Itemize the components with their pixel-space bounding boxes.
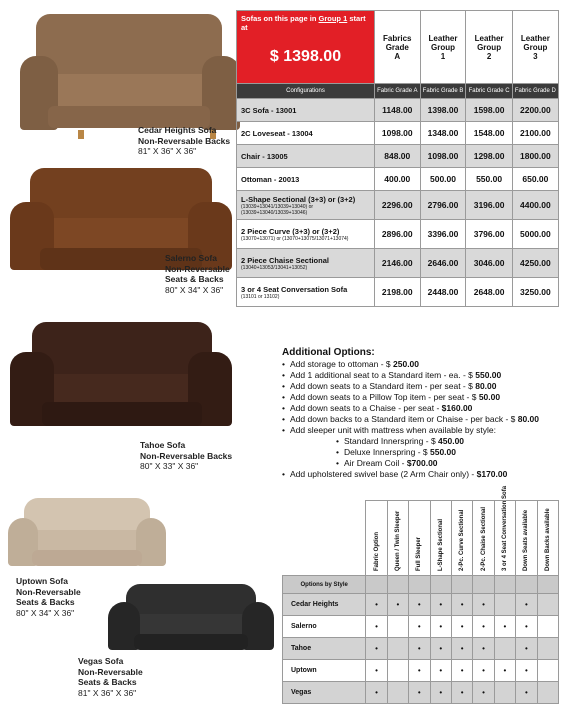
- sofa-name: Salerno Sofa: [165, 253, 217, 263]
- available-dot-icon: •: [524, 666, 528, 675]
- availability-cell: [516, 594, 537, 616]
- table-row: [283, 682, 559, 704]
- available-dot-icon: •: [375, 688, 378, 697]
- availability-cell: [430, 660, 451, 682]
- available-dot-icon: •: [375, 644, 378, 653]
- bullet-icon: •: [282, 359, 285, 369]
- grade-line: Group: [477, 42, 502, 52]
- starting-price: $ 1398.00: [269, 48, 342, 65]
- availability-cell: [409, 682, 430, 704]
- config-label: Chair - 13005: [241, 151, 288, 161]
- table-row: [283, 594, 559, 616]
- grade-line: Group: [523, 42, 548, 52]
- sofa-note: Non-Reversable: [78, 666, 143, 677]
- available-dot-icon: •: [375, 600, 378, 609]
- option-price: $170.00: [476, 469, 508, 479]
- option-text: Add upholstered swivel base (2 Arm Chair only) -: [290, 469, 477, 479]
- config-detail: (13039+13041/13039+13040) or (13039+13040/13039+13046): [241, 203, 314, 216]
- configurations-header: Configurations: [237, 84, 375, 99]
- available-dot-icon: •: [439, 622, 443, 631]
- table-row: [237, 99, 559, 122]
- availability-cell: [409, 638, 430, 660]
- price-cell: 2100.00: [512, 122, 558, 145]
- fabric-grade-header: Fabric Grade C: [466, 84, 512, 99]
- config-label: 3 or 4 Seat Conversation Sofa: [241, 284, 348, 294]
- option-text: Standard Innerspring - $: [344, 436, 439, 446]
- availability-cell: [473, 682, 494, 704]
- bullet-icon: •: [282, 381, 285, 391]
- availability-cell: [494, 638, 515, 660]
- config-name: [237, 278, 375, 307]
- sofa-image-tahoe: [10, 322, 232, 434]
- option-text: Add down seats to a Chaise - per seat -: [290, 403, 442, 413]
- style-name: Uptown: [283, 660, 366, 682]
- price-table: [236, 10, 559, 307]
- available-dot-icon: •: [482, 600, 485, 609]
- price-cell: 2198.00: [375, 278, 421, 307]
- config-label: 2 Piece Curve (3+3) or (3+2): [241, 226, 340, 236]
- availability-cell: [473, 616, 494, 638]
- bullet-icon: •: [282, 392, 285, 402]
- available-dot-icon: •: [439, 600, 443, 609]
- note-group: Group 1: [318, 14, 348, 23]
- option-item: [282, 447, 562, 458]
- sofa-note-2: Seats & Backs: [16, 597, 75, 607]
- style-name: Vegas: [283, 682, 366, 704]
- option-price: 450.00: [438, 436, 465, 446]
- option-price: 550.00: [430, 447, 456, 457]
- table-row: [237, 191, 559, 220]
- column-header: [451, 501, 472, 576]
- style-table-body: [283, 576, 559, 704]
- sofa-note-2: Seats & Backs: [78, 677, 137, 687]
- price-cell: 1148.00: [375, 99, 421, 122]
- table-row: [237, 122, 559, 145]
- price-cell: 3046.00: [466, 249, 512, 278]
- available-dot-icon: •: [460, 600, 464, 609]
- availability-cell: [473, 660, 494, 682]
- grade-line: Leather: [474, 33, 504, 43]
- caption-vegas: [78, 656, 143, 698]
- additional-options: [282, 347, 562, 480]
- availability-cell: [516, 682, 537, 704]
- header-fill-cell: [409, 576, 430, 594]
- availability-cell: [494, 682, 515, 704]
- sofa-name: Vegas Sofa: [78, 656, 124, 666]
- column-label: 2-Pc. Curve Sectional: [459, 509, 466, 571]
- sofa-image-cedar-heights: [20, 14, 240, 142]
- config-label: 2C Loveseat - 13004: [241, 128, 313, 138]
- available-dot-icon: •: [524, 600, 528, 609]
- price-cell: 4400.00: [512, 191, 558, 220]
- caption-cedar-heights: [138, 125, 230, 157]
- available-dot-icon: •: [482, 622, 485, 631]
- grade-header: [420, 11, 466, 84]
- option-item: [282, 392, 562, 403]
- header-fill-cell: [366, 576, 387, 594]
- grade-line: Grade: [385, 42, 409, 52]
- column-label: 3 or 4 Seat Conversation Sofa: [501, 485, 508, 571]
- availability-cell: [366, 660, 387, 682]
- available-dot-icon: •: [482, 666, 485, 675]
- option-price: 50.00: [478, 392, 501, 402]
- table-row: [237, 249, 559, 278]
- table-row: [283, 616, 559, 638]
- column-header: [387, 501, 408, 576]
- available-dot-icon: •: [503, 666, 507, 675]
- config-label: Ottoman - 20013: [241, 174, 300, 184]
- option-item: [282, 458, 562, 469]
- option-price: 80.00: [475, 381, 497, 391]
- option-text: Add down seats to a Pillow Top item - per seat - $: [290, 392, 479, 402]
- availability-cell: [366, 594, 387, 616]
- available-dot-icon: •: [439, 644, 443, 653]
- style-options-table: [282, 485, 559, 704]
- availability-cell: [366, 638, 387, 660]
- config-name: [237, 145, 375, 168]
- option-item: [282, 469, 562, 480]
- style-table-header: [283, 501, 559, 576]
- grade-line: 3: [533, 51, 538, 61]
- price-cell: 2896.00: [375, 220, 421, 249]
- available-dot-icon: •: [460, 666, 464, 675]
- price-cell: 4250.00: [512, 249, 558, 278]
- config-label: 2 Piece Chaise Sectional: [241, 255, 329, 265]
- availability-cell: [409, 660, 430, 682]
- available-dot-icon: •: [524, 688, 528, 697]
- option-price: $160.00: [441, 403, 473, 413]
- available-dot-icon: •: [417, 688, 421, 697]
- grade-header: [375, 11, 421, 84]
- available-dot-icon: •: [524, 644, 528, 653]
- price-cell: 2200.00: [512, 99, 558, 122]
- option-item: [282, 370, 562, 381]
- available-dot-icon: •: [417, 644, 421, 653]
- column-header: [366, 501, 387, 576]
- availability-cell: [430, 682, 451, 704]
- available-dot-icon: •: [460, 644, 464, 653]
- bullet-icon: •: [282, 425, 285, 435]
- table-row: [237, 145, 559, 168]
- sofa-name: Uptown Sofa: [16, 576, 68, 586]
- availability-cell: [387, 660, 408, 682]
- price-cell: 2146.00: [375, 249, 421, 278]
- available-dot-icon: •: [375, 622, 378, 631]
- column-header: [537, 501, 558, 576]
- availability-cell: [451, 682, 472, 704]
- fabric-grade-header: Fabric Grade D: [512, 84, 558, 99]
- availability-cell: [387, 594, 408, 616]
- config-name: [237, 249, 375, 278]
- column-label: Fabric Option: [373, 532, 380, 571]
- fabric-grade-header: Fabric Grade A: [375, 84, 421, 99]
- availability-cell: [409, 616, 430, 638]
- price-cell: 1098.00: [420, 145, 466, 168]
- style-name: Cedar Heights: [283, 594, 366, 616]
- availability-cell: [451, 594, 472, 616]
- available-dot-icon: •: [417, 666, 421, 675]
- grade-line: Fabrics: [383, 33, 412, 43]
- config-name: [237, 99, 375, 122]
- option-item: [282, 414, 562, 425]
- config-name: [237, 220, 375, 249]
- price-cell: 500.00: [420, 168, 466, 191]
- table-row: [237, 278, 559, 307]
- column-label: 2-Pc. Chaise Sectional: [480, 506, 487, 571]
- config-name: [237, 191, 375, 220]
- config-name: [237, 168, 375, 191]
- config-label: 3C Sofa - 13001: [241, 105, 297, 115]
- availability-cell: [537, 638, 558, 660]
- caption-salerno: [165, 253, 230, 295]
- grade-line: A: [394, 51, 401, 61]
- availability-cell: [537, 660, 558, 682]
- available-dot-icon: •: [524, 622, 528, 631]
- bullet-icon: •: [282, 469, 285, 479]
- header-fill-cell: [537, 576, 558, 594]
- availability-cell: [366, 682, 387, 704]
- sofa-name: Cedar Heights Sofa: [138, 125, 217, 135]
- price-cell: 1398.00: [420, 99, 466, 122]
- sofa-image-vegas: [108, 584, 274, 654]
- column-header: [516, 501, 537, 576]
- column-label: Queen / Twin Sleeper: [394, 510, 401, 571]
- available-dot-icon: •: [417, 622, 421, 631]
- style-name: Tahoe: [283, 638, 366, 660]
- availability-cell: [494, 616, 515, 638]
- availability-cell: [516, 660, 537, 682]
- table-row: [283, 660, 559, 682]
- price-cell: 1298.00: [466, 145, 512, 168]
- grade-header: [466, 11, 512, 84]
- config-detail: (13101 or 13102): [241, 293, 280, 300]
- grade-header: [512, 11, 558, 84]
- bullet-icon: •: [282, 403, 285, 413]
- option-text: Add storage to ottoman - $: [290, 359, 394, 369]
- options-title: Additional Options:: [282, 347, 375, 358]
- available-dot-icon: •: [439, 688, 443, 697]
- available-dot-icon: •: [460, 688, 464, 697]
- available-dot-icon: •: [482, 644, 485, 653]
- price-cell: 400.00: [375, 168, 421, 191]
- sofa-name: Tahoe Sofa: [140, 440, 186, 450]
- table-row: [283, 576, 559, 594]
- availability-cell: [537, 682, 558, 704]
- option-item: [282, 403, 562, 414]
- option-text: Deluxe Innerspring - $: [344, 447, 430, 457]
- price-cell: 3250.00: [512, 278, 558, 307]
- price-cell: 650.00: [512, 168, 558, 191]
- price-cell: 2448.00: [420, 278, 466, 307]
- price-cell: 2796.00: [420, 191, 466, 220]
- sofa-dimensions: 80" X 34" X 36": [165, 284, 224, 295]
- available-dot-icon: •: [460, 622, 464, 631]
- sofa-dimensions: 81" X 36" X 36": [78, 687, 137, 698]
- sofa-dimensions: 81" X 36" X 36": [138, 146, 197, 156]
- available-dot-icon: •: [375, 666, 378, 675]
- availability-cell: [473, 594, 494, 616]
- caption-tahoe: [140, 440, 232, 472]
- header-fill-cell: [451, 576, 472, 594]
- column-label: Full Sleeper: [416, 536, 423, 571]
- sofa-dimensions: 80" X 34" X 36": [16, 607, 75, 618]
- bullet-icon: •: [336, 458, 339, 468]
- sofa-note: Non-Reversable: [165, 263, 230, 274]
- option-price: 550.00: [475, 370, 502, 380]
- availability-cell: [451, 638, 472, 660]
- price-cell: 1598.00: [466, 99, 512, 122]
- price-cell: 3796.00: [466, 220, 512, 249]
- availability-cell: [494, 660, 515, 682]
- option-price: $700.00: [406, 458, 438, 468]
- option-price: 250.00: [393, 359, 420, 369]
- sofa-dimensions: 80" X 33" X 36": [140, 461, 199, 471]
- grade-line: 2: [486, 51, 492, 61]
- options-by-style-header: Options by Style: [283, 576, 366, 594]
- note-suffix: start at: [241, 14, 366, 32]
- availability-cell: [451, 616, 472, 638]
- option-item: [282, 359, 562, 370]
- availability-cell: [516, 616, 537, 638]
- availability-cell: [430, 638, 451, 660]
- corner-cell: [283, 501, 366, 576]
- availability-cell: [430, 594, 451, 616]
- availability-cell: [473, 638, 494, 660]
- column-header: [409, 501, 430, 576]
- table-row: [237, 168, 559, 191]
- column-label: Down Backs available: [544, 508, 551, 571]
- column-label: L-Shape Sectional: [437, 518, 444, 571]
- option-text: Add down backs to a Standard item or Chaise - per back - $: [290, 414, 518, 424]
- caption-uptown: [16, 576, 81, 618]
- table-row: [283, 638, 559, 660]
- price-cell: 3196.00: [466, 191, 512, 220]
- option-item: [282, 436, 562, 447]
- availability-cell: [387, 682, 408, 704]
- note-prefix: Sofas on this page in: [241, 14, 319, 23]
- header-fill-cell: [473, 576, 494, 594]
- starting-price-box: [237, 11, 375, 84]
- price-cell: 848.00: [375, 145, 421, 168]
- price-cell: 1800.00: [512, 145, 558, 168]
- price-cell: 550.00: [466, 168, 512, 191]
- price-cell: 2648.00: [466, 278, 512, 307]
- header-fill-cell: [494, 576, 515, 594]
- config-label: L-Shape Sectional (3+3) or (3+2): [241, 194, 356, 204]
- option-text: Add sleeper unit with mattress when available by style:: [290, 425, 496, 435]
- option-text: Add 1 additional seat to a Standard item - ea. - $: [290, 370, 476, 380]
- bullet-icon: •: [336, 447, 339, 457]
- header-fill-cell: [516, 576, 537, 594]
- availability-cell: [387, 638, 408, 660]
- grade-line: Group: [431, 42, 455, 52]
- availability-cell: [366, 616, 387, 638]
- availability-cell: [387, 616, 408, 638]
- price-cell: 1548.00: [466, 122, 512, 145]
- availability-cell: [537, 594, 558, 616]
- availability-cell: [516, 638, 537, 660]
- bullet-icon: •: [282, 414, 285, 424]
- option-text: Air Dream Coil -: [344, 458, 407, 468]
- bullet-icon: •: [282, 370, 285, 380]
- column-header: [494, 485, 515, 576]
- price-cell: 3396.00: [420, 220, 466, 249]
- option-item: [282, 381, 562, 392]
- price-cell: 1098.00: [375, 122, 421, 145]
- option-price: 80.00: [517, 414, 540, 424]
- options-list: [282, 359, 562, 480]
- availability-cell: [430, 616, 451, 638]
- option-text: Add down seats to a Standard item - per seat - $: [290, 381, 476, 391]
- sofa-note-2: Seats & Backs: [165, 274, 224, 284]
- sofa-note: Non-Reversable Backs: [140, 450, 233, 461]
- header-fill-cell: [430, 576, 451, 594]
- sofa-image-uptown: [8, 498, 166, 572]
- grade-line: Leather: [520, 33, 550, 43]
- grade-line: 1: [440, 51, 446, 61]
- starting-price-note: [241, 14, 370, 32]
- available-dot-icon: •: [503, 622, 507, 631]
- price-cell: 1348.00: [420, 122, 466, 145]
- available-dot-icon: •: [439, 666, 443, 675]
- price-cell: 5000.00: [512, 220, 558, 249]
- availability-cell: [537, 616, 558, 638]
- column-header: [473, 501, 494, 576]
- available-dot-icon: •: [417, 600, 421, 609]
- option-item: [282, 425, 562, 436]
- bullet-icon: •: [336, 436, 339, 446]
- available-dot-icon: •: [396, 600, 400, 609]
- available-dot-icon: •: [482, 688, 485, 697]
- style-name: Salerno: [283, 616, 366, 638]
- availability-cell: [494, 594, 515, 616]
- sofa-note: Non-Reversable: [16, 586, 81, 597]
- availability-cell: [409, 594, 430, 616]
- availability-cell: [451, 660, 472, 682]
- column-label: Down Seats available: [523, 509, 530, 571]
- grade-line: Leather: [428, 33, 458, 43]
- config-detail: (13040+13053/13041+13052): [241, 264, 308, 271]
- price-cell: 2646.00: [420, 249, 466, 278]
- config-name: [237, 122, 375, 145]
- price-cell: 2296.00: [375, 191, 421, 220]
- fabric-grade-header: Fabric Grade B: [420, 84, 466, 99]
- column-header: [430, 501, 451, 576]
- sofa-note: Non-Reversable Backs: [138, 135, 231, 146]
- table-row: [237, 220, 559, 249]
- header-fill-cell: [387, 576, 408, 594]
- config-detail: (13070+13071) or (13070+13075/13071+13074): [241, 235, 349, 242]
